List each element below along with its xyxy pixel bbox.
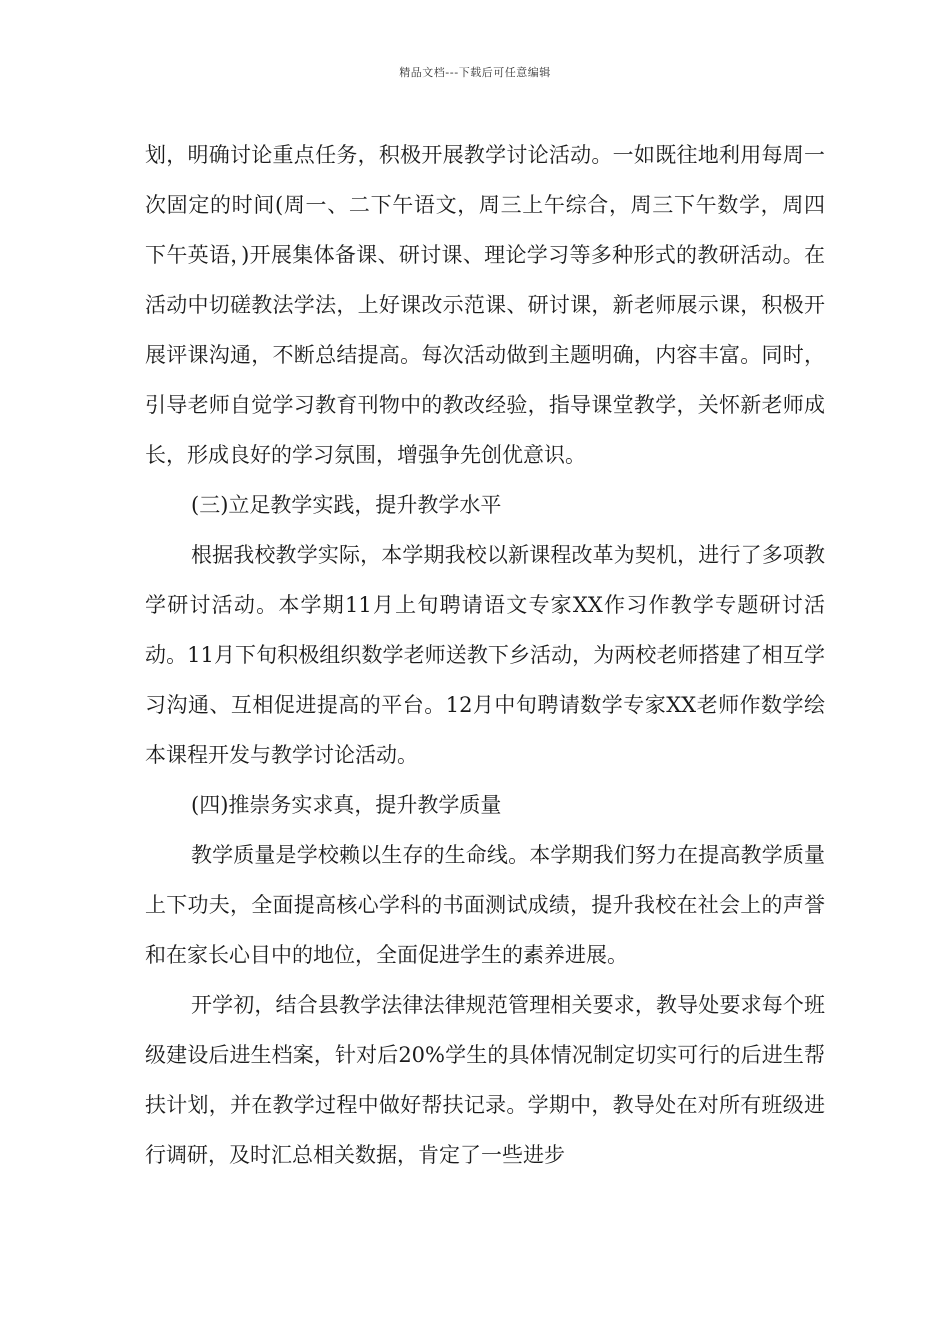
page-header: 精品文档---下载后可任意编辑 [399,66,551,79]
paragraph: 教学质量是学校赖以生存的生命线。本学期我们努力在提高教学质量上下功夫，全面提高核心学科的书面测试成绩，提升我校在社会上的声誉和在家长心目中的地位，全面促进学生的素养进展。 [145,843,825,967]
document-body [145,130,825,1180]
section-heading-3: (三)立足教学实践，提升教学水平 [191,493,502,517]
section-heading-4: (四)推崇务实求真，提升教学质量 [191,793,502,817]
paragraph: 开学初，结合县教学法律法律规范管理相关要求，教导处要求每个班级建设后进生档案，针对后20%学生的具体情况制定切实可行的后进生帮扶计划，并在教学过程中做好帮扶记录。学期中，教导处在对所有班级进行调研，及时汇总相关数据，肯定了一些进步 [145,993,825,1167]
paragraph: 根据我校教学实际，本学期我校以新课程改革为契机，进行了多项教学研讨活动。本学期11月上旬聘请语文专家XX作习作教学专题研讨活动。11月下旬积极组织数学老师送教下乡活动，为两校老师搭建了相互学习沟通、互相促进提高的平台。12月中旬聘请数学专家XX老师作数学绘本课程开发与教学讨论活动。 [145,543,825,767]
paragraph-continuation: 划，明确讨论重点任务，积极开展教学讨论活动。一如既往地利用每周一次固定的时间(周一、二下午语文，周三上午综合，周三下午数学，周四下午英语，)开展集体备课、研讨课、理论学习等多种形式的教研活动。在活动中切磋教法学法，上好课改示范课、研讨课，新老师展示课，积极开展评课沟通，不断总结提高。每次活动做到主题明确，内容丰富。同时，引导老师自觉学习教育刊物中的教改经验，指导课堂教学，关怀新老师成长，形成良好的学习氛围，增强争先创优意识。 [145,143,825,467]
